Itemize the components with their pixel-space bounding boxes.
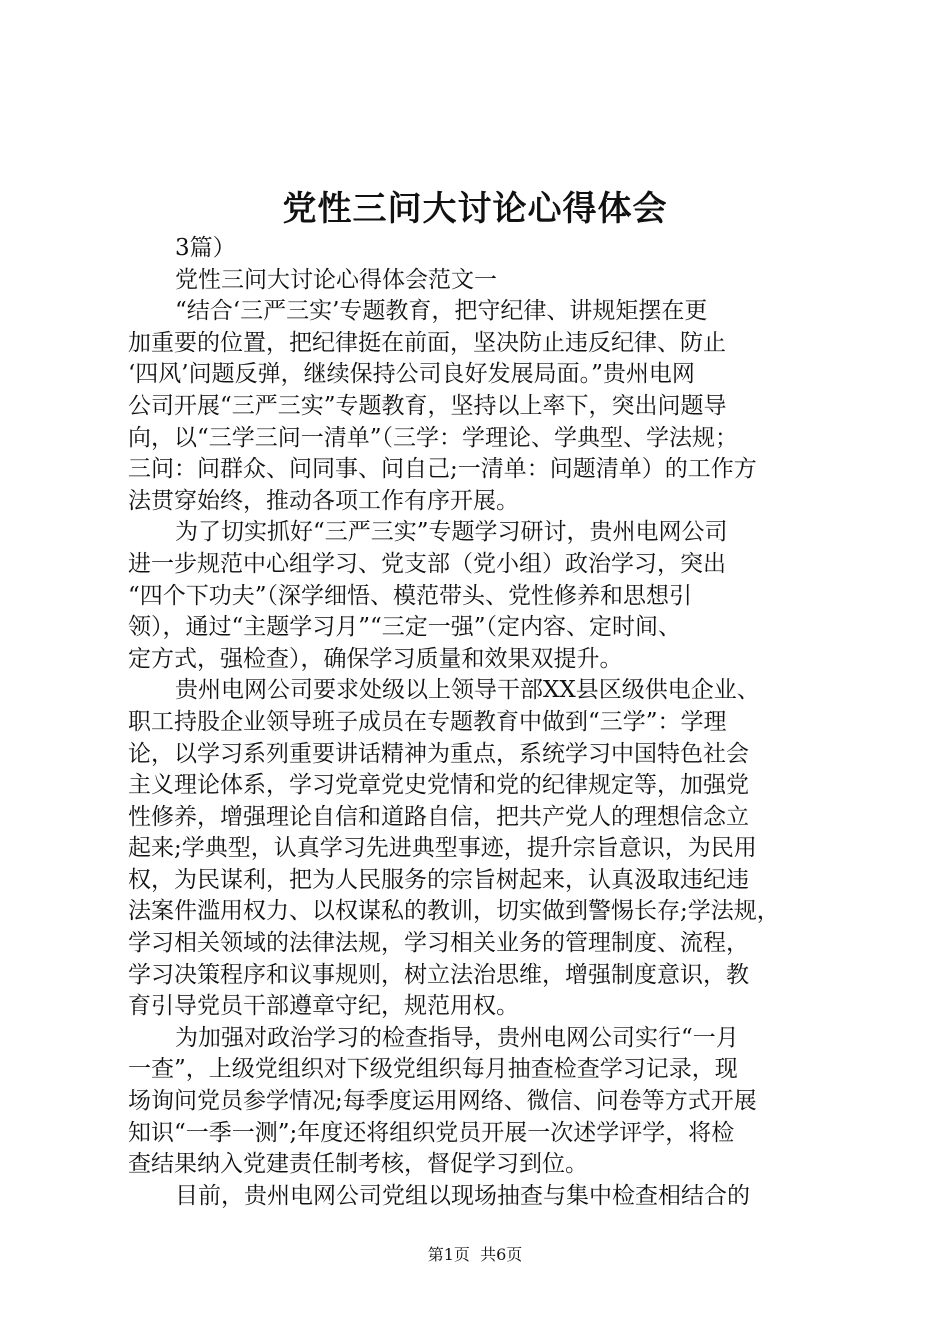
text-line: 3篇） [175, 235, 236, 261]
document-title: 党性三问大讨论心得体会 [282, 189, 668, 229]
text-line: 起来;学典型，认真学习先进典型事迹，提升宗旨意识，为民用 [128, 835, 757, 862]
text-line: “四个下功夫”（深学细悟、模范带头、党性修养和思想引 [128, 582, 693, 609]
text-line: 加重要的位置，把纪律挺在前面，坚决防止违反纪律、防止 [128, 329, 726, 356]
text-line: 职工持股企业领导班子成员在专题教育中做到“三学”：学理 [128, 708, 727, 735]
text-line: 领），通过“主题学习月”“三定一强”（定内容、定时间、 [128, 614, 682, 641]
text-line: 权，为民谋利，把为人民服务的宗旨树起来，认真汲取违纪违 [128, 866, 749, 893]
text-line: 论，以学习系列重要讲话精神为重点，系统学习中国特色社会 [128, 740, 749, 767]
text-line: 场询问党员参学情况;每季度运用网络、微信、问卷等方式开展 [128, 1088, 757, 1115]
text-line: 法贯穿始终，推动各项工作有序开展。 [128, 487, 519, 514]
text-line: 为了切实抓好“三严三实”专题学习研讨，贵州电网公司 [175, 519, 728, 546]
text-line: 目前，贵州电网公司党组以现场抽查与集中检查相结合的 [175, 1182, 750, 1209]
document-body [128, 233, 834, 1212]
text-line: 贵州电网公司要求处级以上领导干部XX县区级供电企业、 [175, 677, 760, 704]
text-line: ‘四风’问题反弹，继续保持公司良好发展局面。”贵州电网 [128, 361, 695, 388]
text-line: 育引导党员干部遵章守纪，规范用权。 [128, 993, 519, 1020]
text-line: 知识“一季一测”;年度还将组织党员开展一次述学评学，将检 [128, 1119, 735, 1146]
text-line: 为加强对政治学习的检查指导，贵州电网公司实行“一月 [175, 1024, 739, 1051]
text-line: 查结果纳入党建责任制考核，督促学习到位。 [128, 1151, 588, 1178]
text-line: 公司开展“三严三实”专题教育，坚持以上率下，突出问题导 [128, 392, 727, 419]
text-line: 学习相关领域的法律法规，学习相关业务的管理制度、流程， [128, 930, 749, 957]
text-line: 三问：问群众、问同事、问自己;一清单：问题清单）的工作方 [128, 456, 757, 483]
text-line: 进一步规范中心组学习、党支部（党小组）政治学习，突出 [128, 550, 726, 577]
text-line: 定方式，强检查），确保学习质量和效果双提升。 [128, 645, 623, 672]
text-line: 性修养，增强理论自信和道路自信，把共产党人的理想信念立 [128, 803, 749, 830]
text-line: 法案件滥用权力、以权谋私的教训，切实做到警惕长存;学法规， [128, 898, 780, 925]
text-line: 党性三问大讨论心得体会范文一 [175, 266, 497, 293]
text-line: 向，以“三学三问一清单”（三学：学理论、学典型、学法规； [128, 424, 739, 451]
text-line: 一查”，上级党组织对下级党组织每月抽查检查学习记录，现 [128, 1056, 738, 1083]
page-footer: 第1页 共6页 [427, 1245, 523, 1264]
text-line: 主义理论体系，学习党章党史党情和党的纪律规定等，加强党 [128, 772, 749, 799]
text-line: “结合‘三严三实’专题教育，把守纪律、讲规矩摆在更 [175, 298, 708, 325]
text-line: 学习决策程序和议事规则，树立法治思维，增强制度意识，教 [128, 961, 749, 988]
